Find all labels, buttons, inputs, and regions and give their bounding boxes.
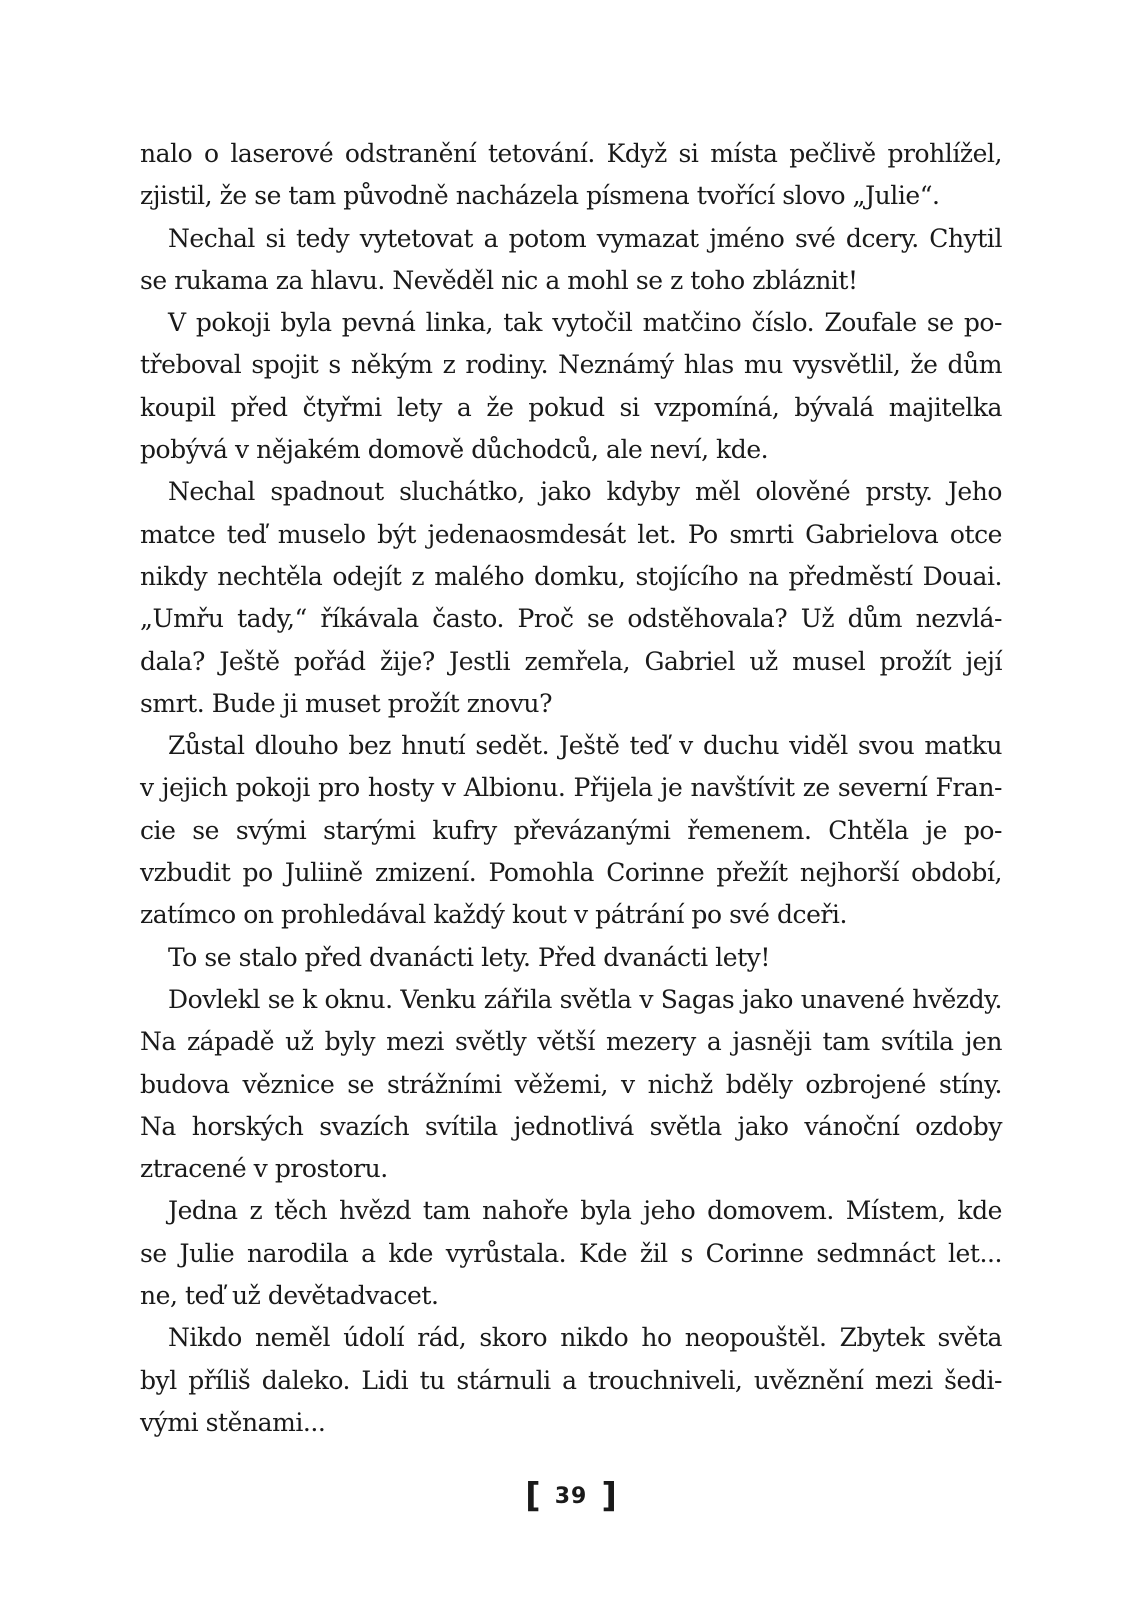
text-line: vzbudit po Juliině zmizení. Pomohla Corinne přežít nejhorší období, [140, 858, 1002, 888]
text-line: Nechal si tedy vytetovat a potom vymazat jméno své dcery. Chytil [168, 223, 1002, 253]
text-line: Nikdo neměl údolí rád, skoro nikdo ho neopouštěl. Zbytek světa [168, 1323, 1002, 1353]
text-line: byl příliš daleko. Lidi tu stárnuli a trouchniveli, uvěznění mezi šedi- [140, 1365, 1002, 1395]
text-line: se rukama za hlavu. Nevěděl nic a mohl se z toho zbláznit! [140, 265, 858, 295]
text-line: nikdy nechtěla odejít z malého domku, stojícího na předměstí Douai. [140, 561, 1002, 591]
text-line: Jedna z těch hvězd tam nahoře byla jeho domovem. Místem, kde [168, 1196, 1002, 1226]
body-text [140, 133, 1002, 1444]
text-line: koupil před čtyřmi lety a že pokud si vzpomíná, bývalá majitelka [140, 392, 1002, 422]
text-line: se Julie narodila a kde vyrůstala. Kde žil s Corinne sedmnáct let... [140, 1238, 1002, 1268]
text-line: pobývá v nějakém domově důchodců, ale neví, kde. [140, 435, 769, 465]
text-line: vými stěnami... [140, 1407, 326, 1437]
text-line: zatímco on prohledával každý kout v pátrání po své dceři. [140, 900, 847, 930]
text-line: dala? Ještě pořád žije? Jestli zemřela, Gabriel už musel prožít její [140, 646, 1002, 676]
text-line: Zůstal dlouho bez hnutí sedět. Ještě teď v duchu viděl svou matku [168, 731, 1002, 761]
text-line: třeboval spojit s někým z rodiny. Neznámý hlas mu vysvětlil, že dům [140, 350, 1002, 380]
text-line: cie se svými starými kufry převázanými řemenem. Chtěla je po- [140, 815, 1002, 845]
text-line: To se stalo před dvanácti lety. Před dvanácti lety! [168, 942, 770, 972]
page-number: 39 [554, 1483, 588, 1509]
text-line: Na horských svazích svítila jednotlivá světla jako vánoční ozdoby [140, 1111, 1002, 1141]
text-line: Dovlekl se k oknu. Venku zářila světla v Sagas jako unavené hvězdy. [168, 984, 1002, 1014]
text-line: V pokoji byla pevná linka, tak vytočil matčino číslo. Zoufale se po- [168, 308, 1002, 338]
text-line: v jejich pokoji pro hosty v Albionu. Přijela je navštívit ze severní Fran- [140, 773, 1002, 803]
left-bracket: [ [525, 1476, 541, 1516]
text-line: smrt. Bude ji muset prožít znovu? [140, 688, 553, 718]
page-footer [0, 1476, 1142, 1516]
text-line: budova věznice se strážními věžemi, v nichž bděly ozbrojené stíny. [140, 1069, 1002, 1099]
text-line: nalo o laserové odstranění tetování. Když si místa pečlivě prohlížel, [140, 139, 1002, 168]
text-line: Nechal spadnout sluchátko, jako kdyby měl olověné prsty. Jeho [168, 477, 1002, 507]
text-line: matce teď muselo být jedenaosmdesát let. Po smrti Gabrielova otce [140, 519, 1002, 549]
text-line: „Umřu tady,“ říkávala často. Proč se odstěhovala? Už dům nezvlá- [140, 604, 1002, 634]
text-line: zjistil, že se tam původně nacházela písmena tvořící slovo „Julie“. [140, 181, 940, 211]
right-bracket: ] [601, 1476, 617, 1516]
text-line: ne, teď už devětadvacet. [140, 1281, 439, 1311]
text-line: Na západě už byly mezi světly větší mezery a jasněji tam svítila jen [140, 1027, 1002, 1057]
text-line: ztracené v prostoru. [140, 1154, 388, 1184]
